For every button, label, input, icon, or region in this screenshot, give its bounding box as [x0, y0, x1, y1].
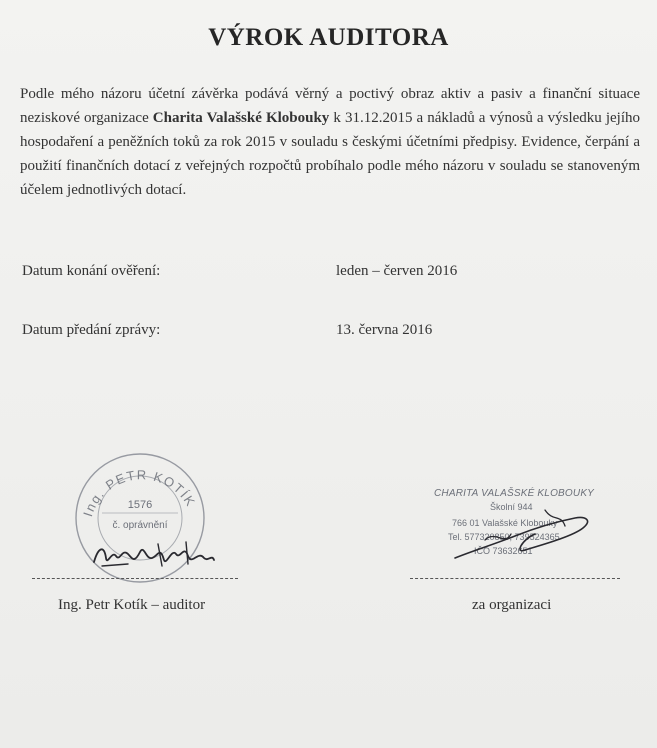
organization-signature: [425, 500, 615, 570]
auditor-opinion-paragraph: [20, 82, 640, 202]
auditor-stamp-name: Ing. PETR KOTÍK: [80, 467, 199, 519]
org-stamp-street: Školní 944: [490, 502, 533, 512]
auditor-signature: [88, 536, 218, 572]
org-stamp-name: CHARITA VALAŠSKÉ KLOBOUKY: [434, 488, 595, 499]
org-stamp-phone: Tel. 577320850, 739524365: [448, 532, 560, 542]
organization-signature-line: [410, 578, 620, 579]
handover-date-label: Datum předání zprávy:: [22, 322, 161, 338]
handover-date-value: 13. června 2016: [336, 322, 433, 338]
paragraph-text-part1: Podle mého názoru účetní závěrka podává věrný a poctivý obraz aktiv a pasiv a finanční situace neziskové organizace: [20, 86, 640, 126]
auditor-stamp-number: 1576: [127, 499, 153, 511]
organization-name: Charita Valašské Klobouky: [152, 110, 330, 126]
auditor-signature-line: [32, 578, 238, 579]
org-stamp-city: 766 01 Valašské Klobouky: [452, 518, 558, 528]
document-title: VÝROK AUDITORA: [208, 24, 449, 51]
verification-date-label: Datum konání ověření:: [22, 263, 161, 279]
verification-date-value: leden – červen 2016: [336, 263, 458, 279]
org-stamp-ico: IČO 73632651: [474, 546, 533, 556]
auditor-signature-caption: Ing. Petr Kotík – auditor: [58, 597, 206, 613]
paragraph-text-part2: k 31.12.2015 a nákladů a výnosů a výsledku jejího hospodaření a peněžních toků za rok 2015 v souladu s českými účetními předpisy. Evidence, čerpání a použití finančních dotací z veřejných rozpočtů probíhalo podle mého názoru v souladu se stanoveným účelem jednotlivých dotací.: [20, 110, 640, 198]
auditor-stamp-caption: č. oprávnění: [112, 520, 168, 531]
organization-signature-caption: za organizaci: [472, 597, 552, 613]
